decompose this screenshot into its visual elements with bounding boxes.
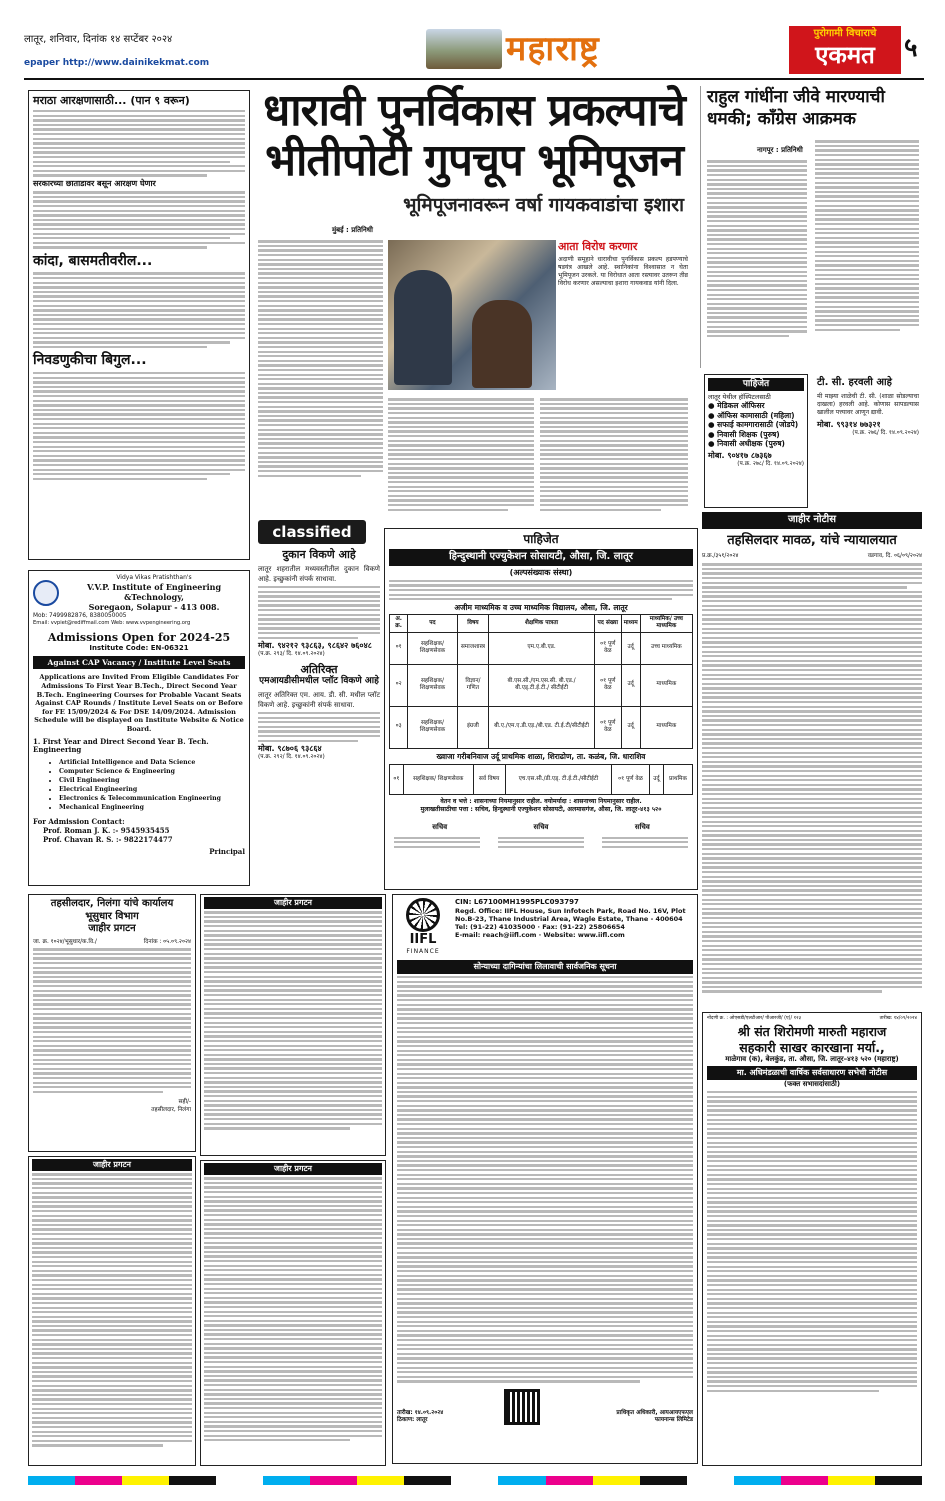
iifl-place: ठिकाण: लातूर — [397, 1417, 428, 1424]
classified-ad1-title: दुकान विकणे आहे — [282, 548, 356, 561]
tahsildar-nilanga-notice — [28, 894, 196, 1152]
tahsildar-title: तहसीलदार, निलंगा यांचे कार्यालय — [50, 898, 174, 909]
table-row — [390, 706, 693, 748]
cell: सर्व विषय — [473, 764, 505, 794]
pahijet-ref: (प.क्र. २७८/ दि. १४.०९.२०२४) — [737, 461, 804, 468]
vvp-code: Institute Code: EN-06321 — [89, 644, 189, 653]
cell: ०१ पूर्ण वेळ — [612, 764, 650, 794]
quote-box — [558, 240, 688, 360]
rahul-story — [700, 86, 922, 368]
tc-title: टी. सी. हरवली आहे — [817, 377, 892, 388]
cell: माध्यमिक — [640, 664, 692, 706]
cell: ०३ — [390, 706, 408, 748]
story-dateline: मुंबई : प्रतिनिधी — [332, 226, 373, 234]
vvp-branch: • Computer Science & Engineering — [59, 767, 245, 776]
jahir-notice-maval — [702, 512, 922, 1008]
jahir-pragatan-band: जाहीर प्रगटन — [204, 897, 382, 909]
iifl-logo-icon — [406, 898, 440, 932]
vvp-trust: Vidya Vikas Pratishthan's — [116, 574, 192, 581]
classified-ad1-body: लातूर शहरातील मध्यवस्तीतील दुकान विकणे आहे. इच्छुकांनी संपर्क साधावा. — [258, 564, 380, 583]
jahir-pragatan-3 — [200, 1160, 386, 1466]
masthead-photo — [426, 29, 502, 69]
jahir-notice-case: प्र.क्र./३५१/२०२४ — [702, 552, 739, 559]
vvp-mob: Mob: 7499982876, 8380050005 — [33, 612, 127, 619]
quote-title: आता विरोध करणार — [558, 240, 638, 253]
tc-body: मी माझ्या शाळेची टी. सी. (शाळा सोडल्याचा दाखला) हरवली आहे. कोणास सापडल्यास खालील पत्त्यावर आणून द्यावी. — [817, 392, 919, 416]
pahijet-item: ● सफाई कामगारासाठी (जोडपे) — [708, 420, 799, 430]
tahsildar-sub2: जाहीर प्रगटन — [88, 923, 136, 934]
cell: समाजशास्त्र — [457, 632, 489, 664]
vvp-branch: • Artificial Intelligence and Data Science — [59, 758, 245, 767]
photo-person-1 — [394, 270, 452, 385]
sugar-factory-agm-notice — [702, 1012, 922, 1466]
sugar-date: तारीख: १४/०९/२०२४ — [879, 1016, 917, 1021]
vacancy-header-row — [390, 615, 693, 632]
cell: माध्यमिक — [640, 706, 692, 748]
classified-ad2-sub: एमआयडीसीमधील प्लॉट विकणे आहे — [259, 676, 379, 687]
page-number: ५ — [904, 33, 918, 63]
iifl-authority: प्राधिकृत अधिकारी, आयआयएफएल फायनान्स लिमिटेड — [616, 1409, 693, 1424]
maratha-subhead: सरकारच्या छाताडावर बसून आरक्षण घेणार — [33, 178, 156, 188]
cell: प्राथमिक — [664, 764, 693, 794]
vacancy-table — [389, 614, 693, 748]
jahir-pragatan-band: जाहीर प्रगटन — [32, 1159, 192, 1171]
sugar-name: श्री संत शिरोमणी मारुती महाराज — [737, 1023, 887, 1039]
tc-ref: (प.क्र. २७६/ दि. १४.०९.२०२४) — [852, 430, 919, 437]
brand-logo: एकमत — [815, 39, 875, 69]
epaper-link[interactable]: epaper http://www.dainikekmat.com — [24, 58, 210, 68]
cell: सहशिक्षक/ शिक्षणसेवक — [403, 764, 473, 794]
vvp-contact-title: For Admission Contact: — [33, 817, 125, 827]
jahir-notice-title: तहसिलदार मावळ, यांचे न्यायालयात — [727, 532, 897, 548]
print-registration-bar — [28, 1476, 922, 1485]
kanda-title: कांदा, बासमतीवरील... — [33, 252, 153, 269]
vvp-address: Soregaon, Solapur - 413 008. — [88, 601, 220, 612]
brand-tagline: पुरोगामी विचाराचे — [813, 28, 877, 39]
iifl-email: E-mail: reach@iifl.com · Website: www.iifl.com — [455, 930, 625, 939]
sugar-band: मा. अधिमंडळाची वार्षिक सर्वसाधारण सभेची नोटीस — [707, 1066, 917, 1080]
sugar-sub: (फक्त सभासदांसाठी) — [783, 1079, 841, 1088]
tahsildar-sign: सही/- — [178, 1099, 191, 1105]
pahijet-item: ● मेडिकल ऑफिसर — [708, 401, 765, 411]
vacancy-table-2 — [389, 764, 693, 795]
iifl-auction-notice — [392, 894, 698, 1464]
section-title: महाराष्ट्र — [506, 29, 600, 69]
jahir-pragatan-1 — [200, 894, 386, 1156]
brand-box — [789, 26, 901, 74]
vvp-name: V.V.P. Institute of Engineering &Technology, — [86, 581, 222, 602]
cell: उच्च माध्यमिक — [640, 632, 692, 664]
tahsildar-date: दिनांक : ०५.०९.२०२४ — [143, 938, 191, 945]
classified-ads — [258, 548, 380, 888]
cell: विज्ञान/गणित — [457, 664, 489, 706]
cell: ०२ — [390, 664, 408, 706]
vvp-intro: Applications are Invited From Eligible Candidates For Admissions To First Year B.Tech., Direct Second Year B.Tech. Engineering Courses for Probable Vacant Seats Against CAP Rounds / Institute Level Seats on or Before for FE 15/09/2024 & For DSE 14/09/2024. Admission Schedule will be displayed on Institute Website & Notice Board. — [34, 673, 244, 733]
hindustani-org: हिन्दुस्थानी एज्युकेशन सोसायटी, औसा, जि. लातूर — [389, 549, 693, 566]
iifl-logo-sub: FINANCE — [406, 948, 440, 956]
story-photo — [388, 240, 556, 390]
col-header: माध्यम — [621, 615, 640, 632]
signature-label: सचिव — [533, 823, 549, 832]
vvp-point1: 1. First Year and Direct Second Year B. Tech. Engineering — [33, 736, 209, 755]
sugar-name-2: सहकारी साखर कारखाना मर्या., — [739, 1039, 885, 1055]
hindustani-title: पाहिजेत — [523, 532, 559, 546]
tahsildar-office: तहसीलदार, निलंगा — [151, 1106, 191, 1113]
pahijet-hospital-title: पाहिजेत — [708, 378, 804, 391]
cell: सहशिक्षक/ शिक्षणसेवक — [408, 632, 457, 664]
main-headline-1: धारावी पुनर्विकास प्रकल्पाचे — [263, 85, 685, 136]
rahul-headline-2: धमकी; काँग्रेस आक्रमक — [707, 109, 856, 129]
hindustani-school2: ख्वाजा गरीबनिवाज उर्दू प्राथमिक शाळा, शिराढोण, ता. कळंब, जि. धाराशिव — [436, 751, 646, 761]
cell: उर्दू — [621, 664, 640, 706]
cell: ०१ पूर्ण वेळ — [594, 664, 621, 706]
main-headline-2: भीतीपोटी गुपचूप भूमिपूजन — [265, 135, 683, 186]
cell: सहशिक्षक/ शिक्षणसेवक — [408, 664, 457, 706]
vvp-contact-1: Prof. Roman J. K. :- 9545935455 — [43, 825, 170, 835]
vvp-branch: • Electrical Engineering — [59, 785, 245, 794]
col-header: अ. क्र. — [390, 615, 408, 632]
masthead — [24, 26, 924, 76]
tc-mobile: मोबा. ९९३१४ ७७३२१ — [817, 420, 881, 430]
cell: ०१ — [390, 632, 408, 664]
photo-person-2 — [472, 300, 532, 388]
signature-label: सचिव — [432, 823, 448, 832]
classified-ad2-ref: (प.क्र. २९२/ दि. १४.०९.२०२४) — [258, 754, 325, 761]
col-header: पद — [408, 615, 457, 632]
cell: ०१ पूर्ण वेळ — [594, 632, 621, 664]
vvp-branch: • Mechanical Engineering — [59, 803, 245, 812]
jahir-notice-date: वडगाव, दि. ०६/०९/२०२४ — [867, 552, 922, 559]
sugar-address: माळेगाव (क), बेलकुंड, ता. औसा, जि. लातूर–४१३ ५२० (महाराष्ट्र) — [725, 1055, 899, 1064]
jahir-pragatan-band: जाहीर प्रगटन — [204, 1163, 382, 1175]
classified-ad2-title: अतिरिक्त — [300, 662, 338, 676]
vvp-principal: Principal — [209, 847, 245, 857]
vvp-band: Against CAP Vacancy / Institute Level Seats — [33, 656, 245, 669]
pahijet-item: ● ऑफिस कामासाठी (महिला) — [708, 410, 795, 420]
vvp-branch: • Electronics & Telecommunication Engineering — [59, 794, 245, 803]
pahijet-item: ● निवासी अधीक्षक (पुरुष) — [708, 438, 785, 448]
cell: उर्दू — [621, 632, 640, 664]
cell: उर्दू — [649, 764, 663, 794]
tahsildar-sub: भूसुधार विभाग — [85, 910, 139, 922]
hindustani-school1: अजीम माध्यमिक व उच्च माध्यमिक विद्यालय, औसा, जि. लातूर — [454, 602, 628, 612]
rahul-headline-1: राहुल गांधींना जीवे मारण्याची — [707, 87, 885, 107]
hindustani-education-ad — [384, 528, 698, 890]
dateline: लातूर, शनिवार, दिनांक १४ सप्टेंबर २०२४ — [24, 34, 173, 45]
quote-text: अदाणी समूहाने धारावीचा पुनर्विकास प्रकल्प हडपण्याचे षडयंत्र आखले आहे. स्थानिकांना विश्वासात न घेता भूमिपूजन उरकले. या विरोधात आता रस्त्यावर उतरून तीव्र विरोध करणार असल्याचा इशारा गायकवाड यांनी दिला. — [558, 255, 688, 288]
iifl-band: सोन्याच्या दागिन्यांचा लिलावाची सार्वजनिक सूचना — [397, 960, 693, 974]
hindustani-type: (अल्पसंख्याक संस्था) — [509, 567, 573, 577]
iifl-logo: IIFL — [409, 932, 437, 947]
story-col-1 — [258, 238, 383, 528]
left-news-column — [28, 90, 250, 560]
cell: ०१ पूर्ण वेळ — [594, 706, 621, 748]
vvp-admission-title: Admissions Open for 2024-25 — [47, 630, 231, 644]
iifl-office: Regd. Office: IIFL House, Sun Infotech Park, Road No. 16V, Plot No.B-23, Thane Industrial Area, Wagle Estate, Thane - 400604 — [455, 906, 686, 923]
pahijet-mobile: मोबा. ९०४१७ ८७३६७ — [708, 451, 772, 461]
pahijet-item: ● निवासी शिक्षक (पुरुष) — [708, 429, 780, 439]
pahijet-item: लातूर येथील हॉस्पिटलसाठी — [708, 393, 771, 402]
col-header: शैक्षणिक पात्रता — [489, 615, 595, 632]
main-story — [258, 86, 690, 526]
jahir-pragatan-2 — [28, 1156, 196, 1466]
table-row — [390, 664, 693, 706]
tc-lost-ad — [814, 374, 922, 508]
header-rule — [24, 78, 924, 80]
classified-ad2-body: लातूर अतिरिक्त एम. आय. डी. सी. मधील प्लॉट विकणे आहे. इच्छुकांनी संपर्क साधावा. — [258, 690, 380, 709]
qr-code-icon — [504, 1389, 540, 1425]
nivadnuk-title: निवडणुकीचा बिगुल... — [33, 352, 147, 369]
iifl-tel: Tel: (91-22) 41035000 · Fax: (91-22) 25806654 — [455, 922, 625, 931]
cell: एम.ए.बी.एड. — [489, 632, 595, 664]
iifl-date: तारीख: १४.०९.२०२४ — [397, 1409, 444, 1416]
col-header: पद संख्या — [594, 615, 621, 632]
cell: एच.एस.सी./डी.एड्. टी.ई.टी./सीटीईटी — [505, 764, 612, 794]
hindustani-address: मुलाखतीसाठीचा पत्ता : सचिव, हिन्दुस्थानी एज्युकेशन सोसायटी, अलमासगंज, औसा, जि. लातूर-४१३ ५२० — [420, 805, 662, 813]
vvp-branch: • Civil Engineering — [59, 776, 245, 785]
cell: उर्दू — [621, 706, 640, 748]
cell: बी.ए./एम.ए.डी.एड़./बी.एड. टी.ई.टी/सीटीईटी — [489, 706, 595, 748]
classified-ad1-ref: (प.क्र. २९३/ दि. १४.०९.२०२४) — [258, 651, 325, 658]
story-col-3 — [540, 396, 688, 526]
classified-ad1-mobile: मोबा. ९४२१२ ९३८६३, ९८६४२ ७६०४८ — [258, 641, 372, 651]
col-header: माध्यमिक/ उच्च माध्यमिक — [640, 615, 692, 632]
table-row — [390, 632, 693, 664]
table-row — [390, 764, 693, 794]
story-col-2 — [388, 396, 534, 526]
iifl-cin: CIN: L67100MH1995PLC093797 — [455, 898, 579, 906]
jahir-notice-band: जाहीर नोटीस — [702, 512, 922, 529]
cell: बी.एस.सी./एम.एस.सी. बी.एड./बी.एड्.टी.ई.टी./ सीटीईटी — [489, 664, 595, 706]
cell: सहशिक्षक/ शिक्षणसेवक — [408, 706, 457, 748]
col-header: विषय — [457, 615, 489, 632]
main-subhead: भूमिपूजनावरून वर्षा गायकवाडांचा इशारा — [403, 194, 684, 216]
cell: ०१ — [390, 764, 404, 794]
vvp-admission-ad — [28, 570, 250, 886]
maratha-title: मराठा आरक्षणासाठी... (पान ९ वरून) — [33, 94, 190, 107]
sugar-reg: नोंदणी क्र. : ओएसडी/एलटीआर/ पीआरजी/ (ए)/ १२३ — [707, 1016, 802, 1021]
classified-ad2-mobile: मोबा. ९८७०६ ९३८६४ — [258, 744, 322, 754]
tahsildar-ref: जा. क्र. १०२४/भूसुधार/क.वि./ — [33, 938, 97, 945]
vvp-logo-icon — [33, 580, 59, 606]
rahul-dateline: नागपूर : प्रतिनिधी — [757, 146, 803, 154]
cell: इंग्रजी — [457, 706, 489, 748]
hindustani-note: वेतन व भत्ते : शासनाच्या नियमानुसार राहील. वयोमर्यादा : शासनाच्या नियमानुसार राहील. — [440, 797, 642, 805]
signature-label: सचिव — [634, 823, 650, 832]
vvp-contact-2: Prof. Chavan R. S. :- 9822174477 — [43, 834, 173, 844]
pahijet-hospital-ad — [704, 374, 808, 508]
classified-logo: classified — [258, 520, 366, 544]
vvp-email: Email: vvpiet@rediffmail.com Web: www.vvpengineering.org — [33, 620, 191, 626]
